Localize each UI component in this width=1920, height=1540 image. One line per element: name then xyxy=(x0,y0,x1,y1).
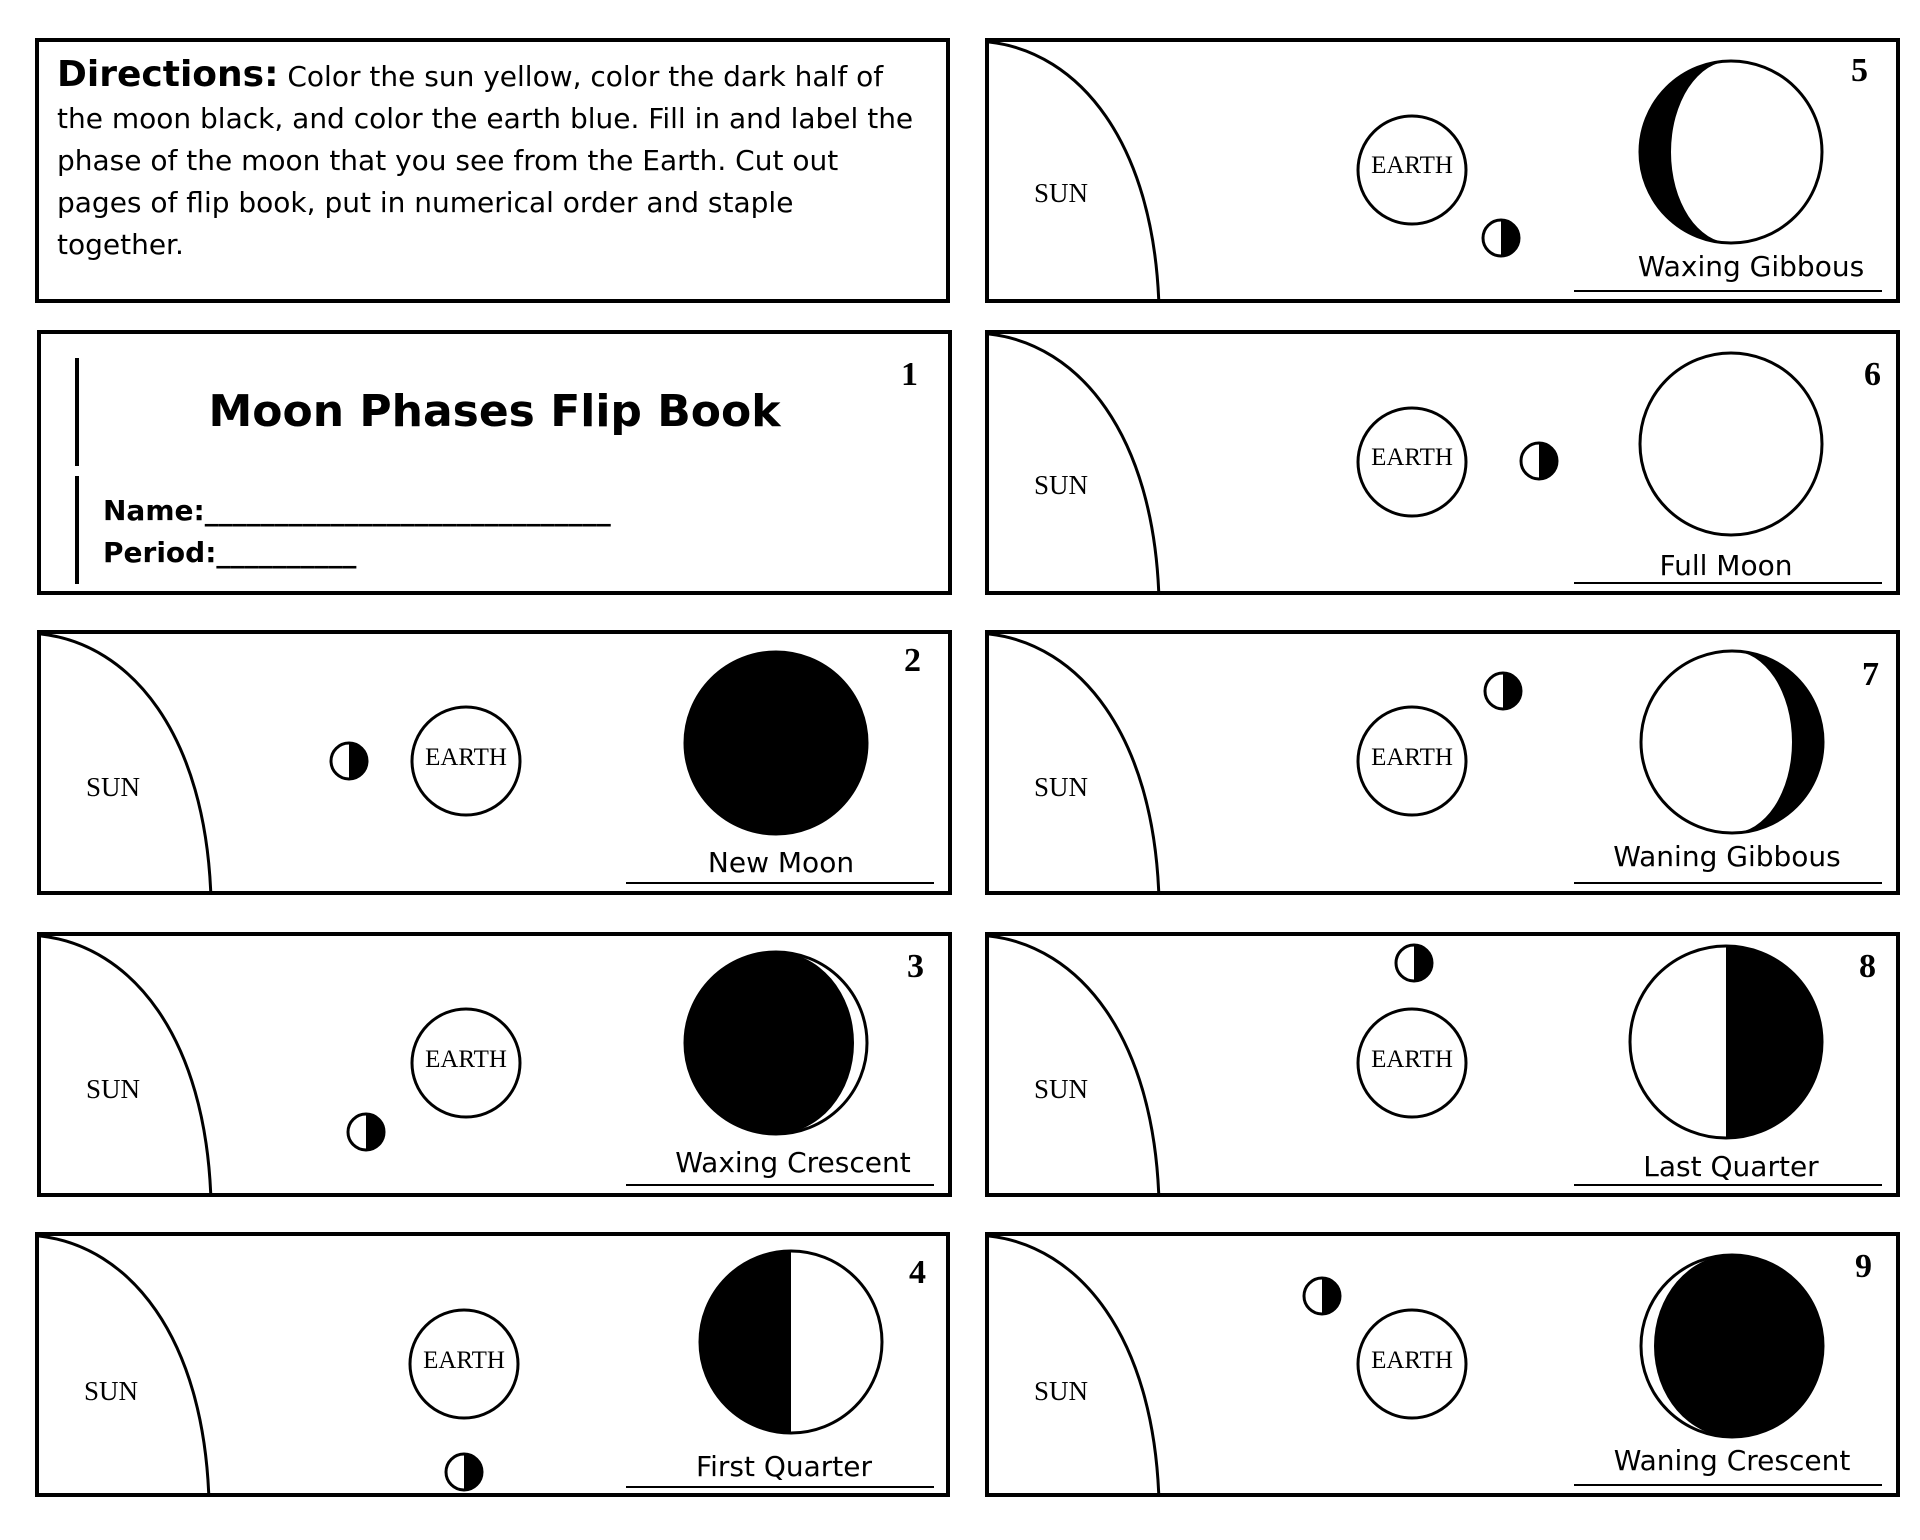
page-number: 1 xyxy=(901,356,918,393)
phase-label: Full Moon xyxy=(1659,549,1793,582)
page-number: 3 xyxy=(907,948,924,985)
moon-phase-icon xyxy=(1640,353,1822,535)
sun-arc xyxy=(989,936,1159,1197)
moon-phase-icon xyxy=(685,952,867,1134)
moon-phase-icon xyxy=(1641,651,1823,833)
cover-panel xyxy=(37,330,952,595)
sun-label: SUN xyxy=(86,1074,141,1104)
phase-answer-line xyxy=(1574,1184,1882,1186)
small-moon-icon xyxy=(331,743,367,779)
sun-label: SUN xyxy=(1034,1074,1089,1104)
earth-label: EARTH xyxy=(425,744,507,771)
flip-page-5 xyxy=(985,38,1900,303)
phase-label: First Quarter xyxy=(696,1450,872,1483)
sun-arc xyxy=(39,1236,209,1497)
page-number: 4 xyxy=(909,1254,926,1291)
page-number: 2 xyxy=(904,642,921,679)
directions-panel xyxy=(35,38,950,303)
book-title: Moon Phases Flip Book xyxy=(208,386,781,437)
phase-answer-line xyxy=(1574,882,1882,884)
phase-label: Last Quarter xyxy=(1643,1150,1819,1183)
flip-page-2 xyxy=(37,630,952,895)
directions-body: Color the sun yellow, color the dark half of the moon black, and color the earth blue. Fill in and label the phase of the moon that you see from the Earth. Cut out pages of flip book, put in numerical order and staple together. xyxy=(57,60,914,261)
phase-answer-line xyxy=(626,1486,934,1488)
phase-label: Waning Gibbous xyxy=(1613,840,1841,873)
phase-answer-line xyxy=(1574,290,1882,292)
phase-label: New Moon xyxy=(707,846,855,879)
small-moon-icon xyxy=(1304,1278,1340,1314)
phase-label: Waxing Gibbous xyxy=(1637,250,1865,283)
moon-phase-icon xyxy=(685,652,867,834)
sun-label: SUN xyxy=(86,772,141,802)
earth-label: EARTH xyxy=(1371,152,1453,179)
sun-label: SUN xyxy=(1034,470,1089,500)
moon-phase-icon xyxy=(700,1251,882,1433)
sun-arc xyxy=(41,634,211,895)
earth-label: EARTH xyxy=(425,1046,507,1073)
moon-phase-icon xyxy=(1640,61,1822,243)
small-moon-icon xyxy=(446,1454,482,1490)
phase-label: Waxing Crescent xyxy=(675,1146,911,1179)
small-moon-icon xyxy=(1485,673,1521,709)
earth-label: EARTH xyxy=(1371,1347,1453,1374)
small-moon-icon xyxy=(1521,443,1557,479)
period-field[interactable]: Period:__________ xyxy=(103,536,357,569)
sun-arc xyxy=(989,634,1159,895)
earth-label: EARTH xyxy=(1371,444,1453,471)
flip-page-4 xyxy=(35,1232,950,1497)
moon-phase-icon xyxy=(1630,946,1822,1138)
small-moon-icon xyxy=(1483,220,1519,256)
earth-label: EARTH xyxy=(1371,744,1453,771)
page-number: 9 xyxy=(1855,1248,1872,1285)
phase-answer-line xyxy=(626,1184,934,1186)
small-moon-icon xyxy=(348,1114,384,1150)
page-number: 7 xyxy=(1862,656,1879,693)
earth-label: EARTH xyxy=(1371,1046,1453,1073)
phase-answer-line xyxy=(1574,582,1882,584)
sun-label: SUN xyxy=(1034,772,1089,802)
small-moon-icon xyxy=(1396,945,1432,981)
phase-answer-line xyxy=(1574,1484,1882,1486)
sun-arc xyxy=(41,936,211,1197)
phase-label: Waning Crescent xyxy=(1613,1444,1851,1477)
earth-label: EARTH xyxy=(423,1347,505,1374)
flip-page-6 xyxy=(985,330,1900,595)
page-number: 6 xyxy=(1864,356,1881,393)
directions-text-block xyxy=(57,54,928,266)
cover-rule-bottom xyxy=(75,476,79,584)
directions-heading: Directions: xyxy=(57,54,279,95)
moon-phase-icon xyxy=(1641,1255,1823,1437)
flip-page-3 xyxy=(37,932,952,1197)
phase-answer-line xyxy=(626,882,934,884)
sun-arc xyxy=(989,1236,1159,1497)
flip-page-8 xyxy=(985,932,1900,1197)
flip-page-9 xyxy=(985,1232,1900,1497)
flip-page-7 xyxy=(985,630,1900,895)
sun-label: SUN xyxy=(1034,1376,1089,1406)
name-field[interactable]: Name:_____________________________ xyxy=(103,494,611,527)
sun-label: SUN xyxy=(1034,178,1089,208)
sun-arc xyxy=(989,334,1159,595)
page-number: 8 xyxy=(1859,948,1876,985)
page-number: 5 xyxy=(1851,52,1868,89)
sun-arc xyxy=(989,42,1159,303)
sun-label: SUN xyxy=(84,1376,139,1406)
